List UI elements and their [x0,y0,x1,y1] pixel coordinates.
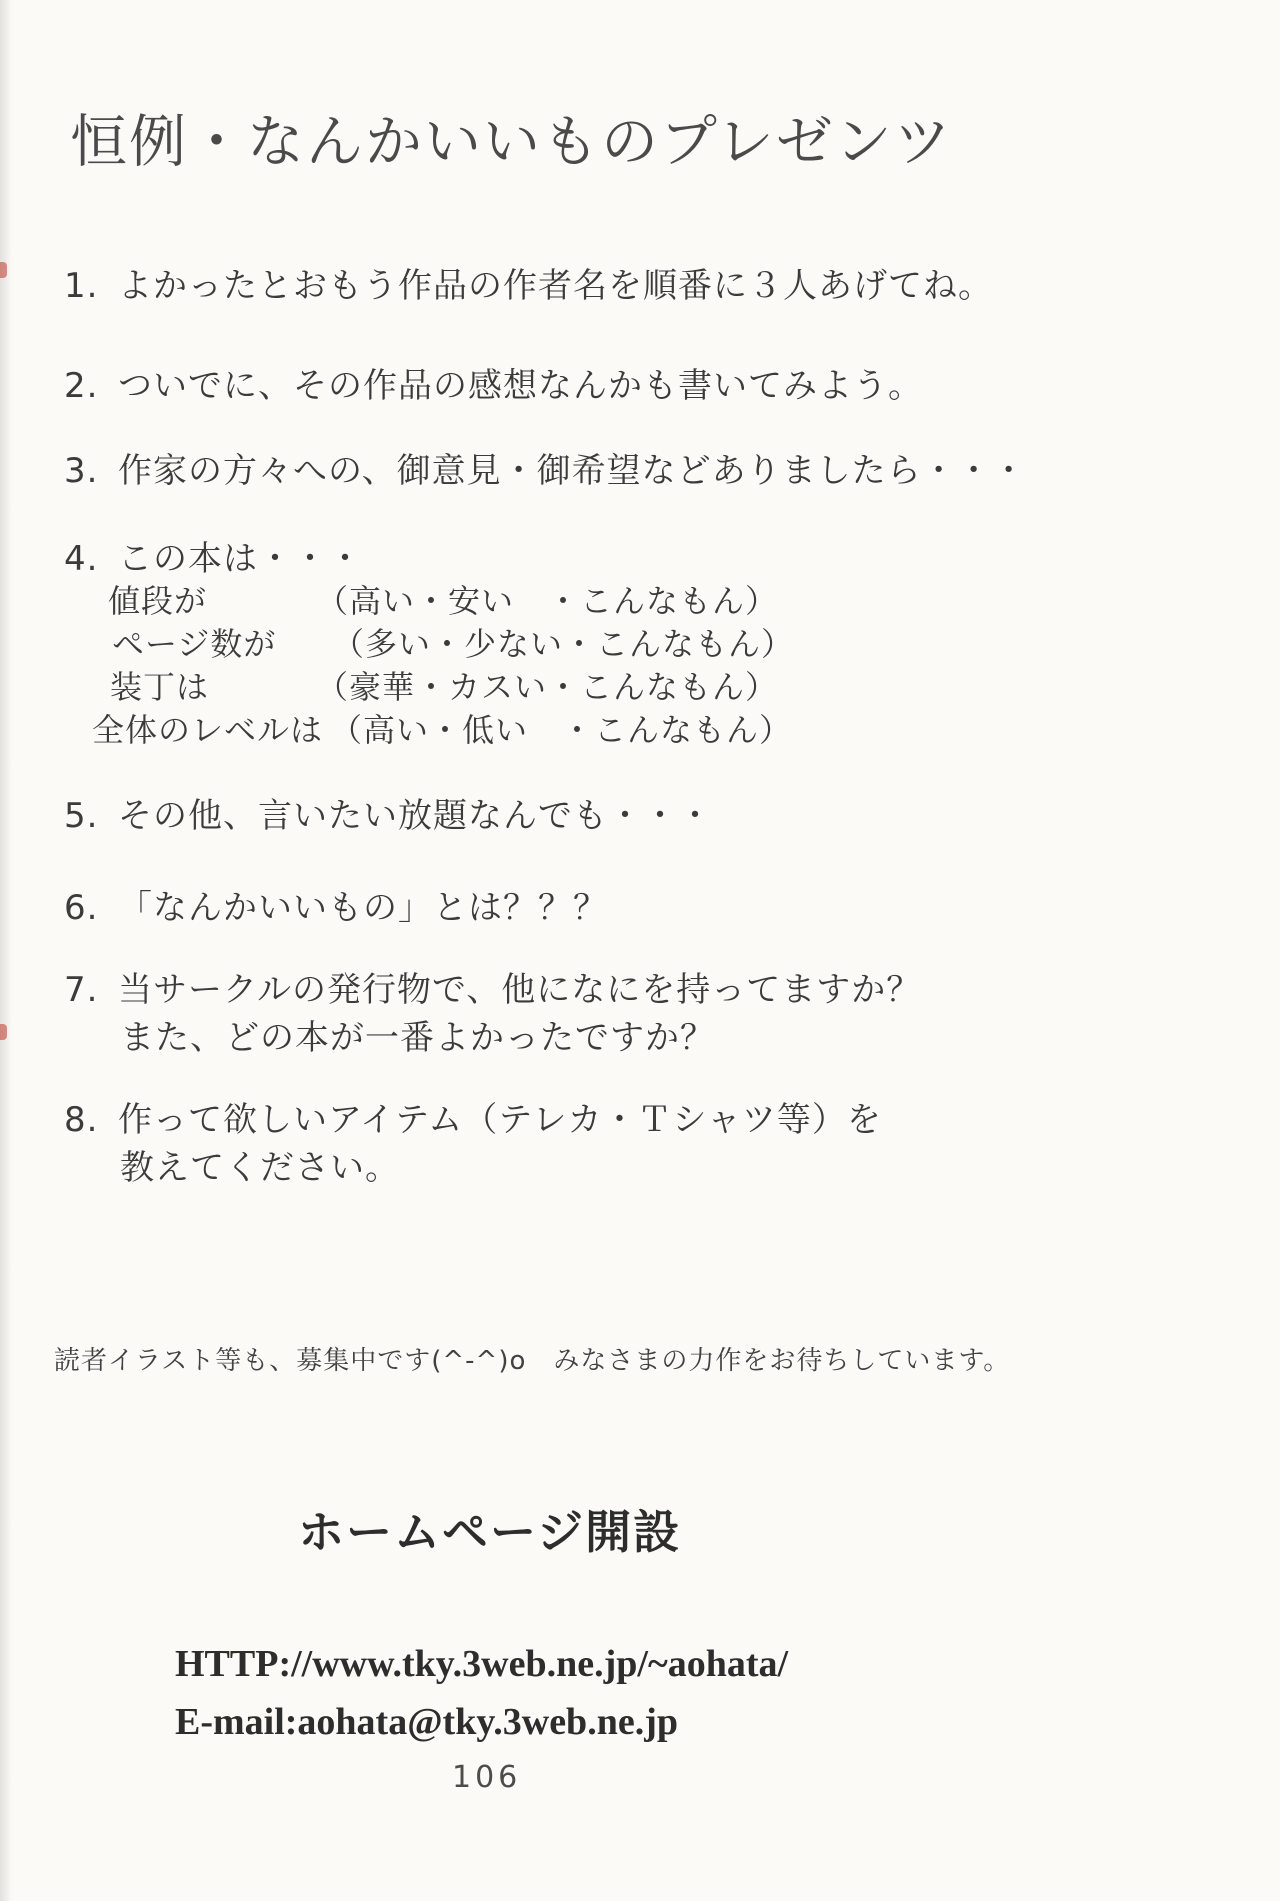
question-text: 作家の方々への、御意見・御希望などありましたら・・・ [118,451,1027,491]
question-item-8-line-2: 教えてください。 [120,1148,400,1188]
question-number: 1. [64,266,99,306]
page-title: 恒例・なんかいいものプレゼンツ [70,109,953,175]
question-item-7-line-2: また、どの本が一番よかったですか？ [120,1018,715,1058]
question-item-2 [64,358,923,407]
question-number: 5. [64,796,99,836]
book-rating-row-binding [0,662,1280,704]
question-number: 8. [64,1100,99,1140]
book-rating-row-pages [0,619,1280,661]
question-item-8 [64,1092,882,1141]
question-text: 当サークルの発行物で、他になにを持ってますか？ [118,970,922,1010]
homepage-heading: ホームページ開設 [298,1507,682,1558]
rating-options: （多い・少ない・こんなもん） [332,625,795,663]
question-item-1 [64,258,993,307]
rating-options: （高い・低い ・こんなもん） [330,711,793,749]
homepage-url: HTTP://www.tky.3web.ne.jp/~aohata/ [175,1643,789,1685]
question-item-3 [64,443,1027,492]
rating-label: 全体のレベルは [92,711,324,749]
homepage-email: E-mail:aohata@tky.3web.ne.jp [175,1701,678,1743]
question-item-7 [64,962,921,1011]
page-number: 106 [452,1760,522,1795]
question-text: ついでに、その作品の感想なんかも書いてみよう。 [118,366,923,406]
reader-submission-note: 読者イラスト等も、募集中です(^-^)o みなさまの力作をお待ちしています。 [54,1346,1011,1376]
scan-speck [0,1024,7,1040]
rating-label: ページ数が [112,625,277,663]
rating-options: （豪華・カスい・こんなもん） [316,668,779,706]
question-number: 7. [64,970,99,1010]
rating-options: （高い・安い ・こんなもん） [316,582,779,620]
question-text: 作って欲しいアイテム（テレカ・Ｔシャツ等）を [118,1100,882,1140]
rating-label: 装丁は [110,668,210,706]
scan-speck [0,262,7,278]
rating-label: 値段が [108,582,208,620]
question-number: 2. [64,366,99,406]
question-text: この本は・・・ [118,539,363,579]
book-rating-row-price [0,576,1280,618]
question-text: その他、言いたい放題なんでも・・・ [118,796,713,836]
question-item-5 [64,788,713,837]
question-number: 3. [64,451,99,491]
scan-edge-shadow [0,0,12,1901]
question-number: 4. [64,539,99,579]
question-item-4 [64,531,363,580]
question-text: よかったとおもう作品の作者名を順番に３人あげてね。 [118,266,993,306]
question-item-6 [64,880,608,929]
question-text: 「なんかいいもの」とは？？？ [118,888,608,928]
question-number: 6. [64,888,99,928]
book-rating-row-level [0,705,1280,747]
